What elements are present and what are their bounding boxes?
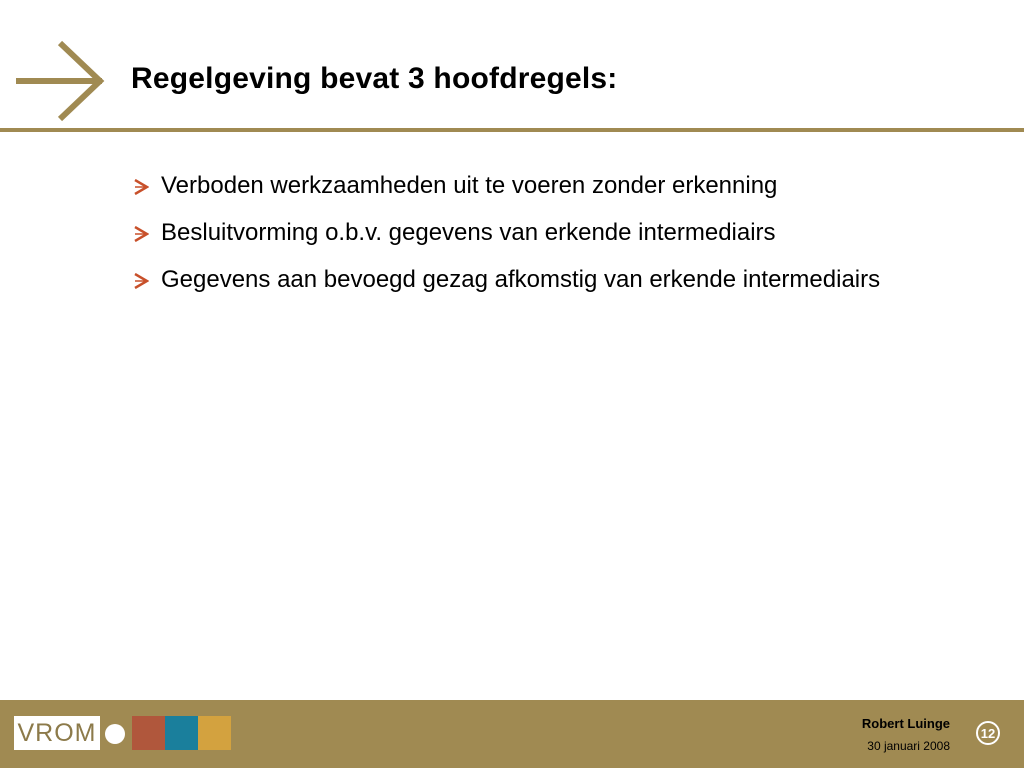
title-divider	[0, 128, 1024, 132]
arrow-logo-icon	[14, 40, 106, 122]
bullet-list	[131, 162, 921, 303]
color-swatch-teal	[165, 716, 198, 750]
bullet-text: Gegevens aan bevoegd gezag afkomstig van erkende intermediairs	[161, 266, 881, 293]
arrowhead-bullet-icon	[133, 273, 149, 289]
arrowhead-bullet-icon	[133, 179, 149, 195]
bullet-item	[131, 162, 921, 209]
page-number: 12	[976, 721, 1000, 745]
slide-title: Regelgeving bevat 3 hoofdregels:	[131, 62, 618, 95]
logo-dot-icon	[105, 724, 125, 744]
bullet-text: Besluitvorming o.b.v. gegevens van erkende intermediairs	[161, 219, 776, 246]
vrom-logo: VROM	[14, 716, 100, 750]
color-swatch-red	[132, 716, 165, 750]
bullet-text: Verboden werkzaamheden uit te voeren zonder erkenning	[161, 172, 778, 199]
footer-author: Robert Luinge	[861, 716, 950, 731]
footer-date: 30 januari 2008	[867, 739, 950, 753]
bullet-item	[131, 209, 921, 256]
footer-bar	[0, 700, 1024, 768]
color-swatch-gold	[198, 716, 231, 750]
bullet-item	[131, 256, 921, 303]
arrowhead-bullet-icon	[133, 226, 149, 242]
